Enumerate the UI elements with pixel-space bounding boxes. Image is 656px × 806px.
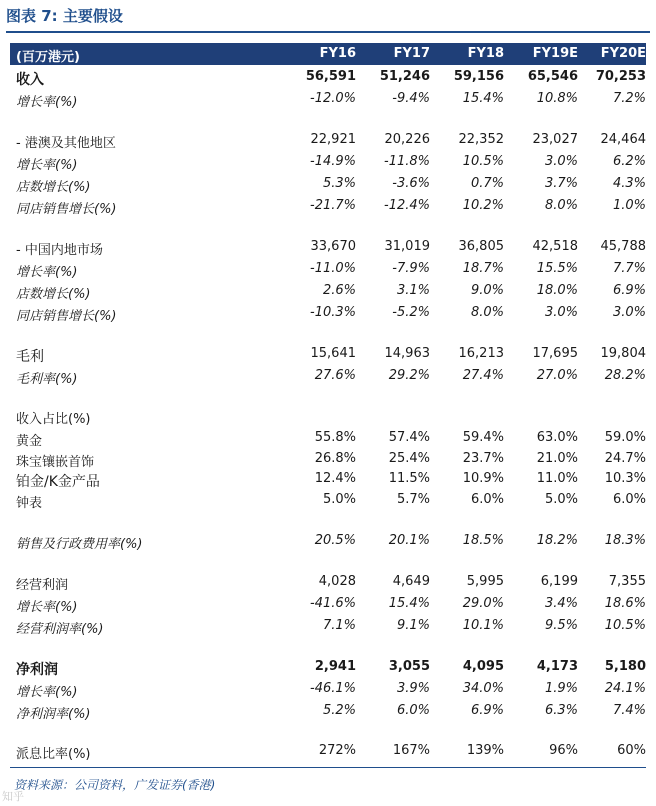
cell-fy18: 59,156	[453, 69, 504, 84]
cell-fy18: 16,213	[458, 346, 504, 361]
table-row	[10, 130, 646, 151]
cell-fy16: 5.2%	[322, 703, 356, 718]
cell-fy17: 9.1%	[396, 618, 430, 633]
row-label: 销售及行政费用率(%)	[16, 537, 143, 552]
cell-fy19e: 96%	[549, 743, 578, 758]
table-row	[10, 701, 646, 722]
cell-fy17: 20.1%	[388, 533, 430, 548]
cell-fy17: 29.2%	[388, 368, 430, 383]
cell-fy19e: 1.9%	[544, 681, 578, 696]
cell-fy18: 10.1%	[462, 618, 504, 633]
cell-fy16: -10.3%	[310, 305, 356, 320]
cell-fy16: -12.0%	[310, 91, 356, 106]
row-label: 经营利润率(%)	[16, 622, 104, 637]
title-rule	[6, 31, 650, 33]
cell-fy19e: 27.0%	[536, 368, 578, 383]
cell-fy19e: 6.3%	[544, 703, 578, 718]
cell-fy16: 4,028	[318, 574, 356, 589]
col-fy18: FY18	[467, 46, 504, 61]
cell-fy20e: 59.0%	[604, 430, 646, 445]
table-row	[10, 406, 646, 427]
cell-fy20e: 5,180	[604, 659, 646, 674]
cell-fy16: -11.0%	[310, 261, 356, 276]
cell-fy19e: 18.2%	[536, 533, 578, 548]
table-row	[10, 281, 646, 302]
cell-fy18: 18.5%	[462, 533, 504, 548]
table-row	[10, 657, 646, 678]
watermark: 知乎	[2, 790, 24, 803]
cell-fy19e: 11.0%	[536, 471, 578, 486]
row-label: 店数增长(%)	[16, 180, 91, 195]
cell-fy18: 10.5%	[462, 154, 504, 169]
cell-fy20e: 7,355	[608, 574, 646, 589]
cell-fy19e: 4,173	[536, 659, 578, 674]
table-row	[10, 594, 646, 615]
cell-fy17: 3,055	[388, 659, 430, 674]
cell-fy20e: 28.2%	[604, 368, 646, 383]
col-fy20e: FY20E	[600, 46, 646, 61]
cell-fy19e: 17,695	[532, 346, 578, 361]
cell-fy18: 22,352	[458, 132, 504, 147]
cell-fy19e: 42,518	[532, 239, 578, 254]
cell-fy19e: 6,199	[540, 574, 578, 589]
table-row	[10, 174, 646, 195]
table-row	[10, 572, 646, 593]
cell-fy20e: 10.3%	[604, 471, 646, 486]
col-fy19e: FY19E	[532, 46, 578, 61]
cell-fy20e: 3.0%	[612, 305, 646, 320]
cell-fy19e: 18.0%	[536, 283, 578, 298]
cell-fy17: 11.5%	[388, 471, 430, 486]
cell-fy19e: 3.0%	[544, 305, 578, 320]
row-label: 经营利润	[16, 578, 69, 593]
cell-fy20e: 10.5%	[604, 618, 646, 633]
cell-fy20e: 60%	[617, 743, 646, 758]
table-row	[10, 366, 646, 387]
cell-fy19e: 63.0%	[536, 430, 578, 445]
cell-fy16: 55.8%	[314, 430, 356, 445]
cell-fy20e: 6.2%	[612, 154, 646, 169]
row-label: 收入	[16, 72, 44, 88]
cell-fy16: -14.9%	[310, 154, 356, 169]
cell-fy20e: 70,253	[595, 69, 646, 84]
table-row	[10, 67, 646, 88]
cell-fy20e: 45,788	[600, 239, 646, 254]
col-fy16: FY16	[319, 46, 356, 61]
cell-fy16: 2,941	[314, 659, 356, 674]
row-label: 毛利率(%)	[16, 372, 78, 387]
row-label: 增长率(%)	[16, 265, 78, 280]
cell-fy19e: 23,027	[532, 132, 578, 147]
row-label: 增长率(%)	[16, 685, 78, 700]
row-label: - 中国内地市场	[16, 243, 103, 258]
cell-fy17: -7.9%	[392, 261, 430, 276]
row-label: 毛利	[16, 349, 44, 365]
cell-fy19e: 9.5%	[544, 618, 578, 633]
cell-fy16: 15,641	[310, 346, 356, 361]
cell-fy19e: 3.7%	[544, 176, 578, 191]
cell-fy20e: 18.3%	[604, 533, 646, 548]
cell-fy18: 4,095	[462, 659, 504, 674]
table-row	[10, 449, 646, 470]
table-header	[10, 43, 646, 65]
cell-fy20e: 1.0%	[612, 198, 646, 213]
cell-fy20e: 7.7%	[612, 261, 646, 276]
cell-fy16: 26.8%	[314, 451, 356, 466]
cell-fy17: 15.4%	[388, 596, 430, 611]
unit-label: (百万港元)	[16, 50, 80, 65]
cell-fy16: -21.7%	[310, 198, 356, 213]
row-label: 同店销售增长(%)	[16, 202, 117, 217]
cell-fy16: 5.0%	[322, 492, 356, 507]
cell-fy18: 34.0%	[462, 681, 504, 696]
cell-fy18: 10.2%	[462, 198, 504, 213]
bottom-rule	[10, 767, 646, 768]
cell-fy16: 2.6%	[322, 283, 356, 298]
cell-fy17: 4,649	[392, 574, 430, 589]
cell-fy18: 6.9%	[470, 703, 504, 718]
table-row	[10, 490, 646, 511]
row-label: 净利润率(%)	[16, 707, 91, 722]
row-label: 收入占比(%)	[16, 412, 91, 427]
row-label: - 港澳及其他地区	[16, 136, 116, 151]
cell-fy18: 29.0%	[462, 596, 504, 611]
row-label: 钟表	[16, 496, 43, 511]
cell-fy18: 9.0%	[470, 283, 504, 298]
cell-fy19e: 15.5%	[536, 261, 578, 276]
row-label: 增长率(%)	[16, 600, 78, 615]
cell-fy17: -11.8%	[384, 154, 430, 169]
cell-fy18: 6.0%	[470, 492, 504, 507]
cell-fy17: 3.9%	[396, 681, 430, 696]
cell-fy17: -12.4%	[384, 198, 430, 213]
cell-fy20e: 19,804	[600, 346, 646, 361]
table-row	[10, 196, 646, 217]
cell-fy18: 139%	[466, 743, 504, 758]
row-label: 增长率(%)	[16, 158, 78, 173]
figure-title: 图表 7: 主要假设	[6, 7, 123, 25]
cell-fy17: -5.2%	[392, 305, 430, 320]
table-row	[10, 237, 646, 258]
cell-fy16: 7.1%	[322, 618, 356, 633]
cell-fy17: 25.4%	[388, 451, 430, 466]
cell-fy20e: 6.9%	[612, 283, 646, 298]
cell-fy17: 51,246	[379, 69, 430, 84]
cell-fy17: 57.4%	[388, 430, 430, 445]
cell-fy17: 6.0%	[396, 703, 430, 718]
table-row	[10, 152, 646, 173]
cell-fy19e: 8.0%	[544, 198, 578, 213]
cell-fy20e: 24.7%	[604, 451, 646, 466]
cell-fy20e: 24,464	[600, 132, 646, 147]
cell-fy16: 272%	[318, 743, 356, 758]
row-label: 店数增长(%)	[16, 287, 91, 302]
cell-fy16: 33,670	[310, 239, 356, 254]
cell-fy17: 5.7%	[396, 492, 430, 507]
table-row	[10, 303, 646, 324]
row-label: 净利润	[16, 662, 58, 678]
cell-fy17: 3.1%	[396, 283, 430, 298]
row-label: 增长率(%)	[16, 95, 78, 110]
cell-fy18: 18.7%	[462, 261, 504, 276]
cell-fy18: 8.0%	[470, 305, 504, 320]
cell-fy17: -3.6%	[392, 176, 430, 191]
cell-fy19e: 21.0%	[536, 451, 578, 466]
table-row	[10, 259, 646, 280]
cell-fy18: 59.4%	[462, 430, 504, 445]
table-row	[10, 616, 646, 637]
cell-fy16: 22,921	[310, 132, 356, 147]
table-row	[10, 344, 646, 365]
col-fy17: FY17	[393, 46, 430, 61]
cell-fy19e: 3.4%	[544, 596, 578, 611]
table-row	[10, 89, 646, 110]
table-row	[10, 469, 646, 490]
cell-fy16: -41.6%	[310, 596, 356, 611]
cell-fy16: 20.5%	[314, 533, 356, 548]
cell-fy19e: 5.0%	[544, 492, 578, 507]
cell-fy20e: 24.1%	[604, 681, 646, 696]
cell-fy19e: 65,546	[527, 69, 578, 84]
row-label: 派息比率(%)	[16, 747, 91, 762]
cell-fy17: 167%	[392, 743, 430, 758]
cell-fy17: 31,019	[384, 239, 430, 254]
cell-fy20e: 7.4%	[612, 703, 646, 718]
cell-fy18: 27.4%	[462, 368, 504, 383]
cell-fy16: 56,591	[305, 69, 356, 84]
cell-fy19e: 3.0%	[544, 154, 578, 169]
cell-fy20e: 7.2%	[612, 91, 646, 106]
row-label: 铂金/K金产品	[16, 474, 100, 490]
table-row	[10, 531, 646, 552]
cell-fy17: 20,226	[384, 132, 430, 147]
cell-fy16: 5.3%	[322, 176, 356, 191]
row-label: 黄金	[16, 434, 43, 449]
row-label: 同店销售增长(%)	[16, 309, 117, 324]
cell-fy18: 23.7%	[462, 451, 504, 466]
table-row	[10, 679, 646, 700]
cell-fy18: 36,805	[458, 239, 504, 254]
cell-fy18: 5,995	[466, 574, 504, 589]
cell-fy16: -46.1%	[310, 681, 356, 696]
cell-fy18: 0.7%	[470, 176, 504, 191]
cell-fy19e: 10.8%	[536, 91, 578, 106]
cell-fy20e: 18.6%	[604, 596, 646, 611]
cell-fy20e: 4.3%	[612, 176, 646, 191]
cell-fy20e: 6.0%	[612, 492, 646, 507]
table-row	[10, 741, 646, 762]
cell-fy18: 10.9%	[462, 471, 504, 486]
cell-fy18: 15.4%	[462, 91, 504, 106]
cell-fy17: 14,963	[384, 346, 430, 361]
cell-fy16: 12.4%	[314, 471, 356, 486]
cell-fy16: 27.6%	[314, 368, 356, 383]
source-note: 资料来源：公司资料，广发证券(香港)	[14, 778, 216, 792]
cell-fy17: -9.4%	[392, 91, 430, 106]
row-label: 珠宝镶嵌首饰	[16, 455, 95, 470]
table-row	[10, 428, 646, 449]
